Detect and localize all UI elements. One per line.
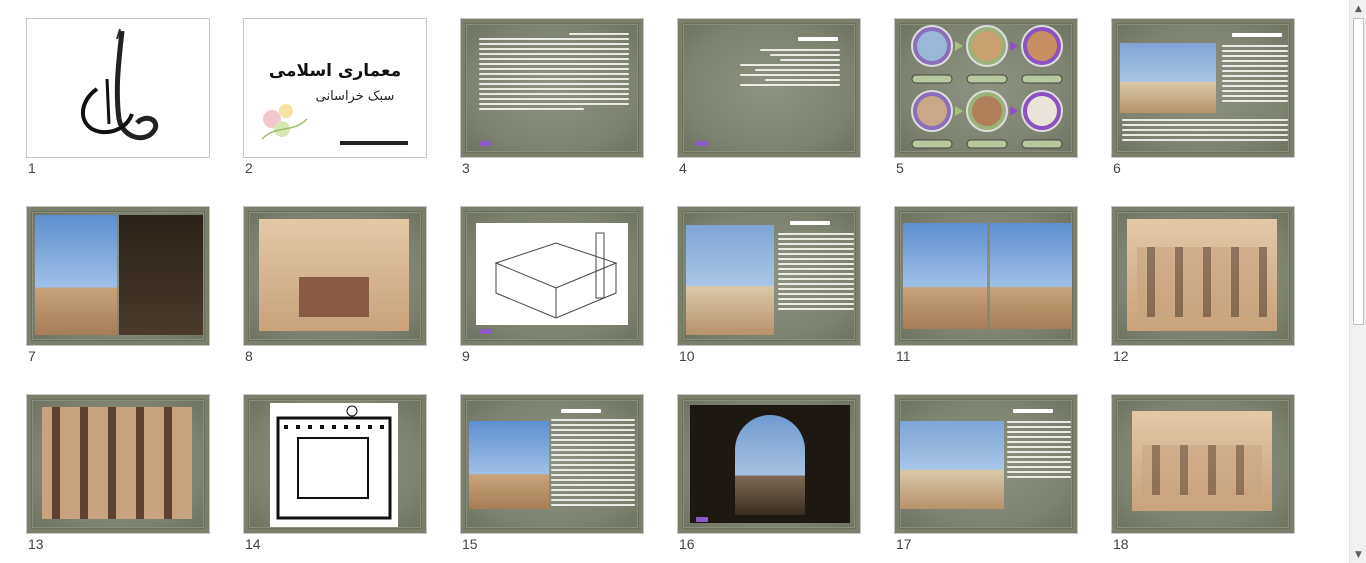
slide-thumbnail[interactable] bbox=[894, 206, 1078, 346]
flower-decoration-icon bbox=[252, 89, 312, 149]
slide-photo bbox=[990, 223, 1072, 329]
triangle-up-icon[interactable]: ▲ bbox=[1355, 3, 1362, 14]
slide-thumbnail[interactable] bbox=[1111, 18, 1295, 158]
author-line bbox=[340, 141, 408, 145]
triangle-down-icon[interactable]: ▼ bbox=[1355, 549, 1362, 560]
slide-number: 1 bbox=[28, 160, 36, 176]
slide-number: 8 bbox=[245, 348, 253, 364]
slide-number: 5 bbox=[896, 160, 904, 176]
slide-thumbnail[interactable] bbox=[1111, 206, 1295, 346]
slide-thumbnail[interactable] bbox=[894, 18, 1078, 158]
slide-photo bbox=[476, 223, 628, 325]
slide-number: 17 bbox=[896, 536, 912, 552]
slide-title: معماری اسلامی bbox=[268, 61, 402, 81]
scrollbar-thumb[interactable] bbox=[1353, 18, 1364, 325]
slide-number: 2 bbox=[245, 160, 253, 176]
slide-thumbnail[interactable] bbox=[460, 18, 644, 158]
slide-thumbnail[interactable] bbox=[677, 18, 861, 158]
slide-photo bbox=[35, 215, 117, 335]
slide-number: 16 bbox=[679, 536, 695, 552]
slide-photo bbox=[1120, 43, 1216, 113]
slide-number: 12 bbox=[1113, 348, 1129, 364]
slide-number: 13 bbox=[28, 536, 44, 552]
slide-photo bbox=[686, 225, 774, 335]
slide-thumbnail[interactable] bbox=[460, 394, 644, 534]
plan-drawing bbox=[476, 223, 628, 325]
slide-number: 14 bbox=[245, 536, 261, 552]
slide-number: 10 bbox=[679, 348, 695, 364]
slide-number: 7 bbox=[28, 348, 36, 364]
slide-thumbnail[interactable] bbox=[26, 394, 210, 534]
slide-subtitle: سبک خراسانی bbox=[315, 89, 395, 104]
slide-number: 9 bbox=[462, 348, 470, 364]
slide-thumbnail[interactable] bbox=[460, 206, 644, 346]
calligraphy-image bbox=[27, 19, 210, 158]
footer-mark bbox=[479, 329, 491, 334]
slide-thumbnail[interactable] bbox=[894, 394, 1078, 534]
slide-photo bbox=[903, 223, 987, 329]
slide-number: 11 bbox=[896, 348, 911, 364]
slide-photo bbox=[690, 405, 850, 523]
footer-mark bbox=[479, 141, 491, 146]
slide-photo bbox=[270, 403, 398, 527]
slide-thumbnail[interactable] bbox=[243, 18, 427, 158]
slide-thumbnail[interactable] bbox=[26, 206, 210, 346]
slide-number: 18 bbox=[1113, 536, 1129, 552]
slide-number: 6 bbox=[1113, 160, 1121, 176]
slide-number: 4 bbox=[679, 160, 687, 176]
slide-photo bbox=[469, 421, 549, 509]
slide-thumbnail[interactable] bbox=[243, 206, 427, 346]
footer-mark bbox=[696, 141, 708, 146]
slide-number: 3 bbox=[462, 160, 470, 176]
slide-photo bbox=[900, 421, 1004, 509]
slide-thumbnail[interactable] bbox=[677, 394, 861, 534]
circle-gallery bbox=[895, 19, 1078, 158]
slide-thumbnail[interactable] bbox=[1111, 394, 1295, 534]
slide-photo bbox=[119, 215, 203, 335]
vertical-scrollbar[interactable] bbox=[1349, 0, 1366, 563]
footer-mark bbox=[696, 517, 708, 522]
floor-plan-drawing bbox=[270, 403, 398, 527]
slide-thumbnail[interactable] bbox=[26, 18, 210, 158]
slide-number: 15 bbox=[462, 536, 478, 552]
slide-thumbnail[interactable] bbox=[677, 206, 861, 346]
slide-thumbnail[interactable] bbox=[243, 394, 427, 534]
slide-photo bbox=[42, 407, 192, 519]
